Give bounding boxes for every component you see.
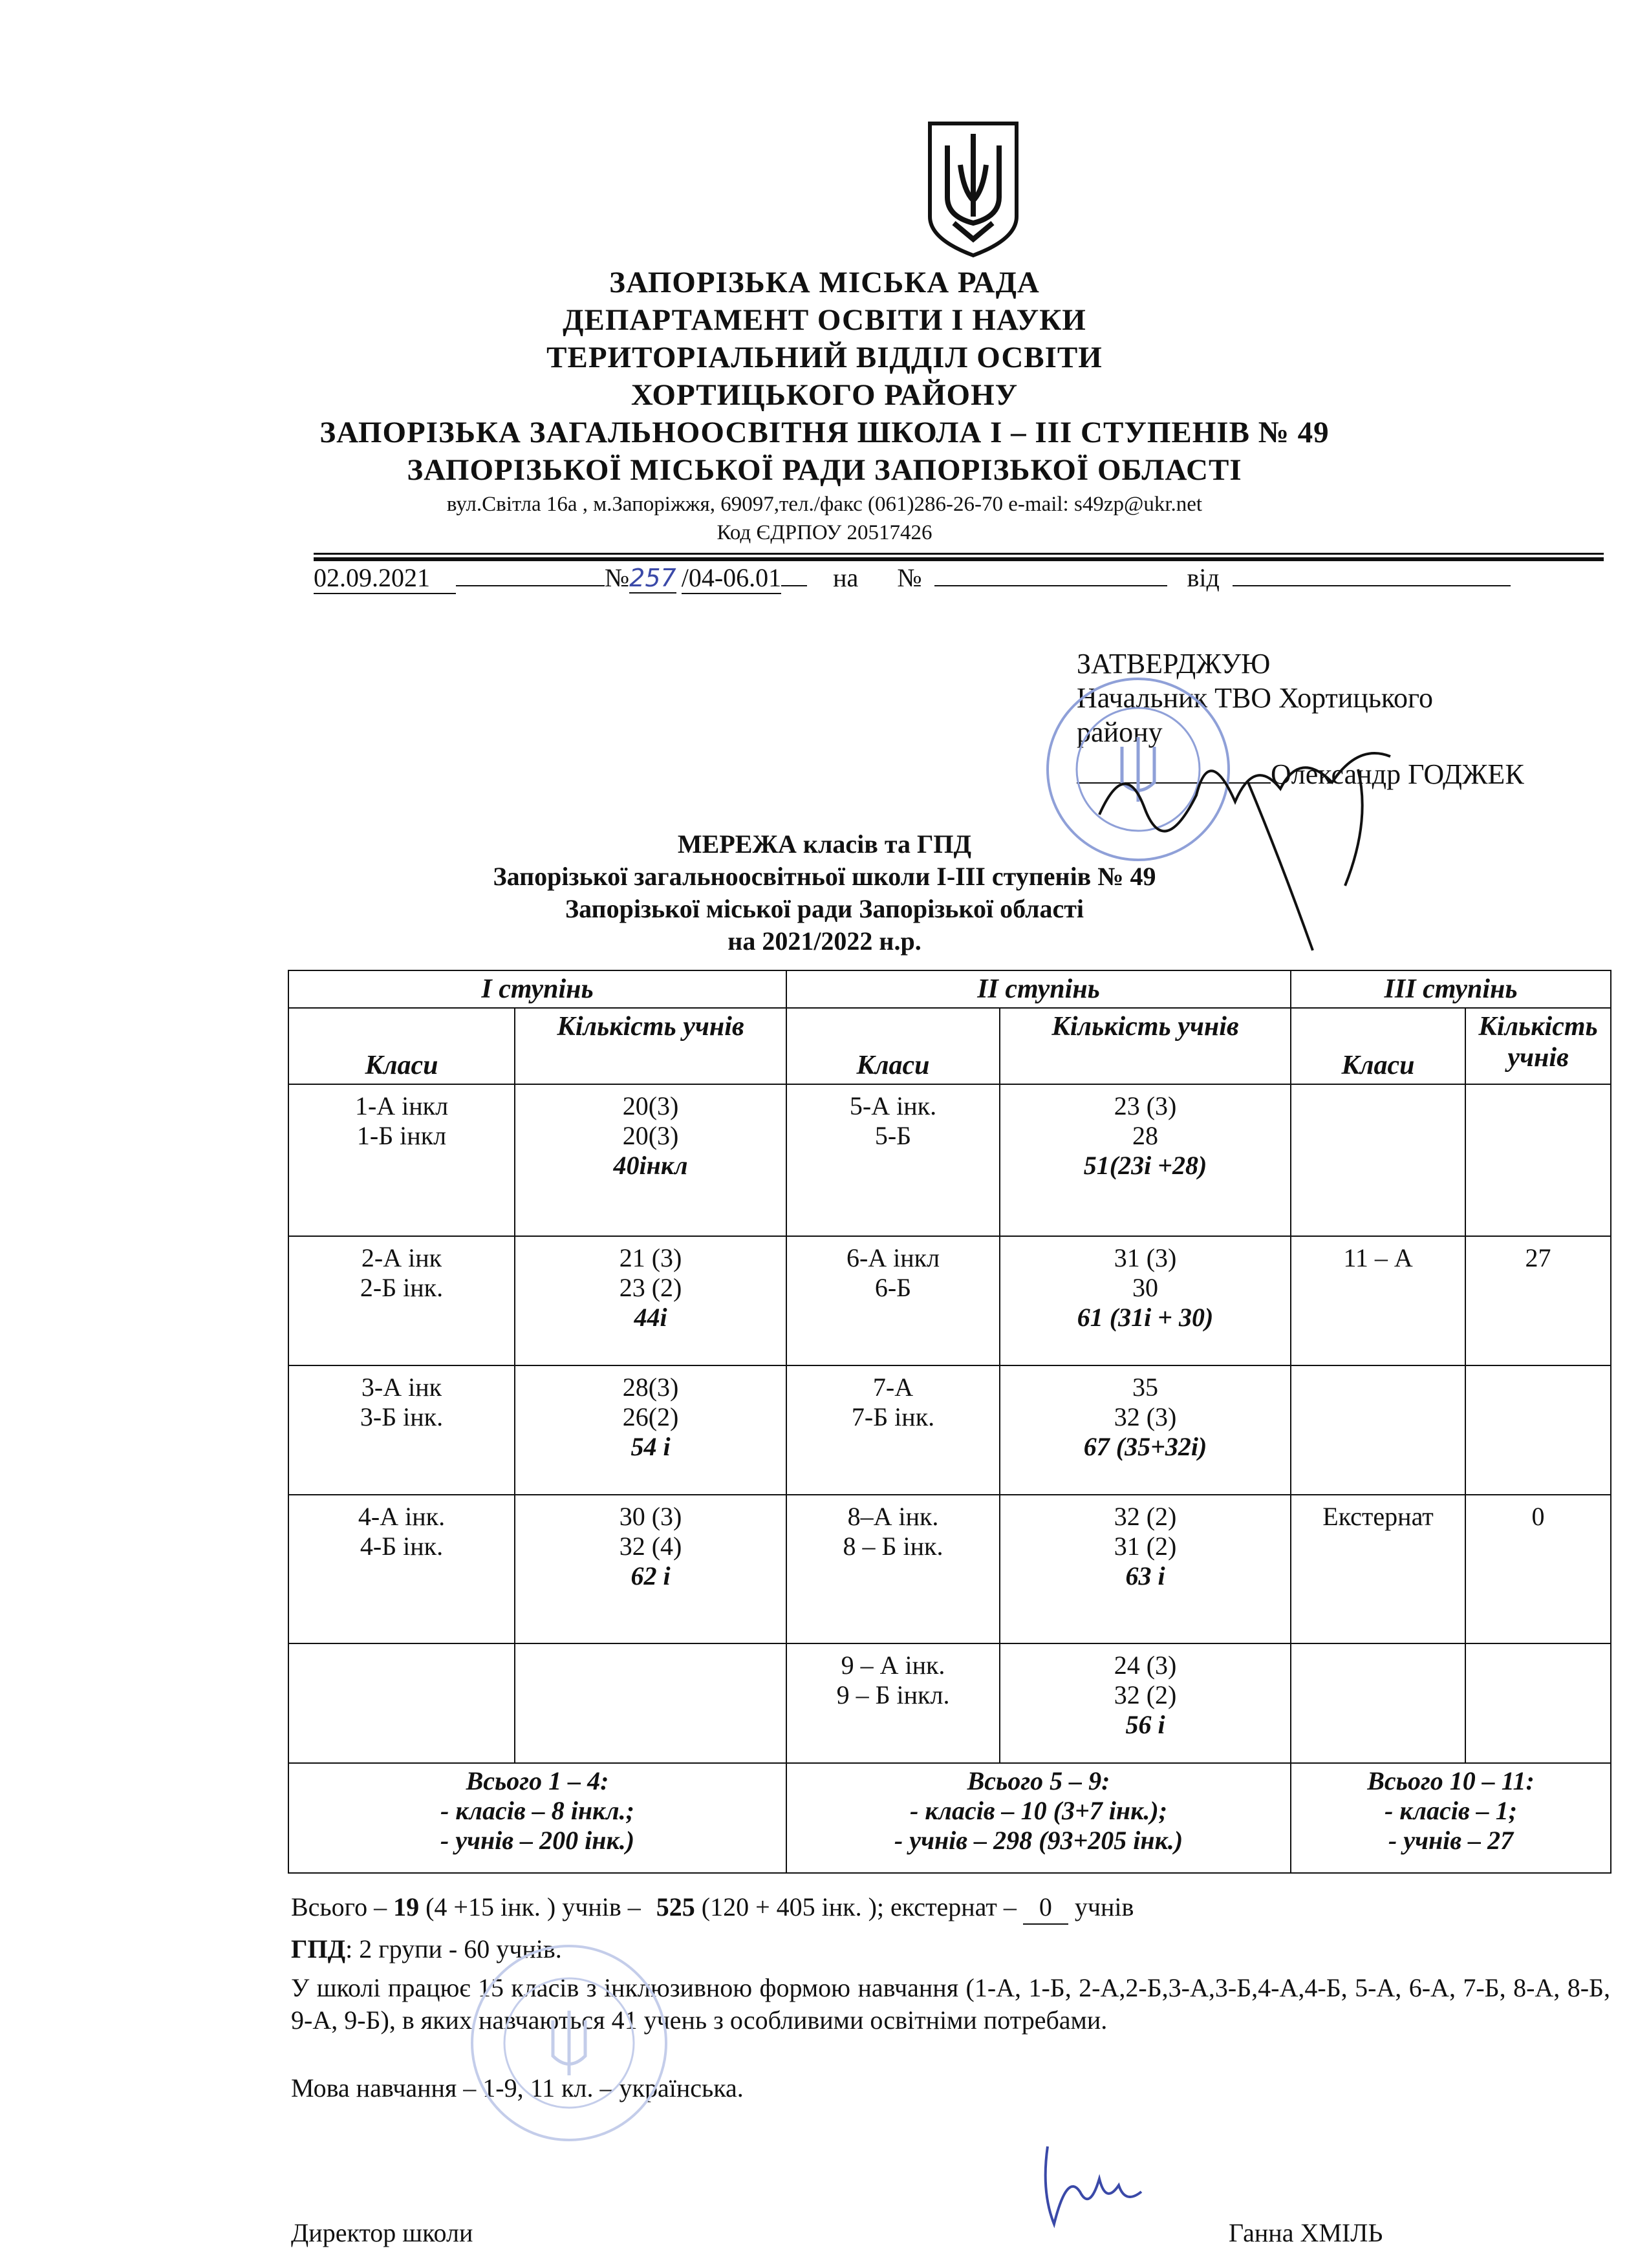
class-name: 1-А інкл xyxy=(354,1091,449,1120)
approval-line-3: району xyxy=(1077,716,1163,748)
total-tail: (120 + 405 інк. ); екстернат – xyxy=(701,1892,1017,1921)
row-total: 40інкл xyxy=(613,1151,688,1180)
class-name xyxy=(1291,1643,1465,1763)
gpd-text: : 2 групи - 60 учнів. xyxy=(345,1934,562,1963)
stage-1-totals xyxy=(288,1763,786,1873)
class-count: 28 xyxy=(1132,1121,1159,1150)
class-count: 30 xyxy=(1132,1273,1159,1302)
school-stamp-icon xyxy=(466,1940,673,2146)
extern-count: 0 xyxy=(1023,1891,1068,1925)
class-name: 5-Б xyxy=(874,1121,912,1150)
class-count: 32 (2) xyxy=(1114,1680,1177,1709)
class-count: 21 (3) xyxy=(619,1243,682,1272)
class-name: 2-Б інк. xyxy=(360,1273,444,1302)
class-name: 4-А інк. xyxy=(358,1502,446,1531)
letterhead-line-1: ЗАПОРІЗЬКА МІСЬКА РАДА xyxy=(609,266,1040,299)
totals-line: - класів – 1; xyxy=(1385,1796,1518,1825)
class-count: 20(3) xyxy=(622,1121,679,1150)
table-row xyxy=(288,1365,1611,1495)
class-name: 7-Б інк. xyxy=(851,1402,935,1431)
class-name: 9 – А інк. xyxy=(841,1651,945,1680)
class-name: Екстернат xyxy=(1291,1495,1465,1643)
document-number-line xyxy=(314,562,1511,594)
row-total: 44і xyxy=(634,1303,667,1332)
class-count xyxy=(1465,1365,1611,1495)
class-name: 7-А xyxy=(872,1373,914,1402)
class-name: 6-А інкл xyxy=(846,1243,940,1272)
table-row xyxy=(288,1236,1611,1365)
totals-line: - учнів – 200 інк.) xyxy=(440,1826,635,1855)
inclusion-paragraph: У школі працює 15 класів з інклюзивною формою навчання (1-А, 1-Б, 2-А,2-Б,3-А,3-Б,4-А,4-Б, 5-А, 6-А, 7-Б, 8-А, 8-Б, 9-А, 9-Б), в яких навчаються 41 учень з особливими освітніми потребами. xyxy=(291,1973,1610,2035)
approval-line-1: ЗАТВЕРДЖУЮ xyxy=(1077,648,1271,679)
totals-line: - класів – 10 (3+7 інк.); xyxy=(910,1796,1168,1825)
class-name: 2-А інк xyxy=(361,1243,442,1272)
letterhead-line-3: ТЕРИТОРІАЛЬНИЙ ВІДДІЛ ОСВІТИ xyxy=(546,341,1103,374)
totals-line: - учнів – 27 xyxy=(1388,1826,1514,1855)
doc-num-suffix: /04-06.01 xyxy=(682,562,781,594)
doc-vid: від xyxy=(1187,563,1220,592)
approval-name: Олександр ГОДЖЕК xyxy=(1271,758,1524,790)
col-classes-2: Класи xyxy=(786,1008,1000,1084)
table-row xyxy=(288,1643,1611,1763)
class-name: 1-Б інкл xyxy=(356,1121,447,1150)
coat-of-arms-icon xyxy=(925,120,1022,259)
class-name: 8 – Б інк. xyxy=(843,1532,943,1561)
class-network-table xyxy=(288,970,1611,1874)
class-count: 20(3) xyxy=(622,1091,679,1120)
address-line: вул.Світла 16а , м.Запоріжжя, 69097,тел./факс (061)286-26-70 e-mail: s49zp@ukr.net xyxy=(446,493,1203,516)
row-total: 51(23і +28) xyxy=(1083,1151,1207,1180)
letterhead-line-5: ЗАПОРІЗЬКА ЗАГАЛЬНООСВІТНЯ ШКОЛА І – ІІІ СТУПЕНІВ № 49 xyxy=(319,416,1330,449)
col-classes-3: Класи xyxy=(1291,1008,1465,1084)
title-line-3: Запорізької міської ради Запорізької області xyxy=(565,894,1084,923)
stage-3-header: ІІІ ступінь xyxy=(1291,970,1611,1008)
totals-line: Всього 1 – 4: xyxy=(466,1766,609,1795)
edrpou-line: Код ЄДРПОУ 20517426 xyxy=(717,521,932,544)
class-name: 6-Б xyxy=(874,1273,912,1302)
totals-line: Всього 5 – 9: xyxy=(967,1766,1110,1795)
letterhead-line-6: ЗАПОРІЗЬКОЇ МІСЬКОЇ РАДИ ЗАПОРІЗЬКОЇ ОБЛАСТІ xyxy=(407,453,1242,487)
class-name: 5-А інк. xyxy=(849,1091,937,1120)
class-count: 31 (3) xyxy=(1114,1243,1177,1272)
doc-num-prefix: № xyxy=(605,563,630,592)
class-count xyxy=(1465,1084,1611,1236)
stage-2-header: ІІ ступінь xyxy=(786,970,1291,1008)
extern-unit: учнів xyxy=(1074,1892,1134,1921)
col-count-1: Кількість учнів xyxy=(515,1008,786,1084)
director-signature-icon xyxy=(1028,2134,1158,2237)
gpd-label: ГПД xyxy=(291,1934,346,1963)
class-count xyxy=(1465,1643,1611,1763)
row-total: 61 (31і + 30) xyxy=(1077,1303,1214,1332)
header-rule-bottom xyxy=(314,557,1604,561)
table-row xyxy=(288,1495,1611,1643)
title-line-1: МЕРЕЖА класів та ГПД xyxy=(677,829,972,859)
director-role: Директор школи xyxy=(291,2218,473,2247)
director-name: Ганна ХМІЛЬ xyxy=(1229,2218,1383,2247)
class-count: 27 xyxy=(1465,1236,1611,1365)
col-classes-1: Класи xyxy=(288,1008,515,1084)
grand-total-line xyxy=(291,1891,1610,1925)
class-count: 0 xyxy=(1465,1495,1611,1643)
class-name: 8–А інк. xyxy=(847,1502,939,1531)
col-count-2: Кількість учнів xyxy=(1000,1008,1291,1084)
stage-1-header: І ступінь xyxy=(288,970,786,1008)
totals-line: - класів – 8 інкл.; xyxy=(440,1796,634,1825)
class-count: 26(2) xyxy=(622,1402,679,1431)
stage-2-totals xyxy=(786,1763,1291,1873)
class-name: 11 – А xyxy=(1291,1236,1465,1365)
class-name: 4-Б інк. xyxy=(360,1532,444,1561)
row-total: 54 і xyxy=(630,1432,671,1461)
class-name: 3-Б інк. xyxy=(360,1402,444,1431)
totals-line: - учнів – 298 (93+205 інк.) xyxy=(894,1826,1183,1855)
total-rest: (4 +15 інк. ) учнів – xyxy=(426,1892,641,1921)
class-name xyxy=(1291,1084,1465,1236)
total-classes: 19 xyxy=(393,1892,420,1921)
class-count: 23 (2) xyxy=(619,1273,682,1302)
class-name: 3-А інк xyxy=(361,1373,442,1402)
class-count: 24 (3) xyxy=(1114,1651,1177,1680)
class-count: 30 (3) xyxy=(619,1502,682,1531)
title-line-4: на 2021/2022 н.р. xyxy=(727,926,921,956)
language-line: Мова навчання – 1-9, 11 кл. – українська. xyxy=(291,2073,744,2102)
totals-row xyxy=(288,1763,1611,1873)
doc-date: 02.09.2021 xyxy=(314,562,456,594)
class-name: 9 – Б інкл. xyxy=(836,1680,950,1709)
doc-num-handwritten: 257 xyxy=(629,564,676,592)
title-line-2: Запорізької загальноосвітньої школи І-ІІІ ступенів № 49 xyxy=(493,862,1156,891)
doc-num2: № xyxy=(897,563,922,592)
class-count: 31 (2) xyxy=(1114,1532,1177,1561)
total-students: 525 xyxy=(656,1892,695,1921)
class-count: 32 (3) xyxy=(1114,1402,1177,1431)
row-total: 56 і xyxy=(1125,1710,1165,1739)
class-name xyxy=(1291,1365,1465,1495)
approval-line-2: Начальник ТВО Хортицького xyxy=(1077,682,1433,714)
class-count: 32 (4) xyxy=(619,1532,682,1561)
total-prefix: Всього – xyxy=(291,1892,387,1921)
class-count: 28(3) xyxy=(622,1373,679,1402)
col-count-3: Кількість учнів xyxy=(1465,1008,1611,1084)
doc-na: на xyxy=(833,563,859,592)
letterhead-line-2: ДЕПАРТАМЕНТ ОСВІТИ І НАУКИ xyxy=(563,303,1086,337)
table-row xyxy=(288,1084,1611,1236)
stage-3-totals xyxy=(1291,1763,1611,1873)
row-total: 63 і xyxy=(1125,1561,1165,1590)
letterhead-line-4: ХОРТИЦЬКОГО РАЙОНУ xyxy=(630,378,1018,412)
row-total: 62 і xyxy=(630,1561,671,1590)
class-count: 35 xyxy=(1132,1373,1159,1402)
class-count: 32 (2) xyxy=(1114,1502,1177,1531)
class-count: 23 (3) xyxy=(1114,1091,1177,1120)
row-total: 67 (35+32і) xyxy=(1083,1432,1207,1461)
header-rule-top xyxy=(314,553,1604,555)
totals-line: Всього 10 – 11: xyxy=(1367,1766,1535,1795)
